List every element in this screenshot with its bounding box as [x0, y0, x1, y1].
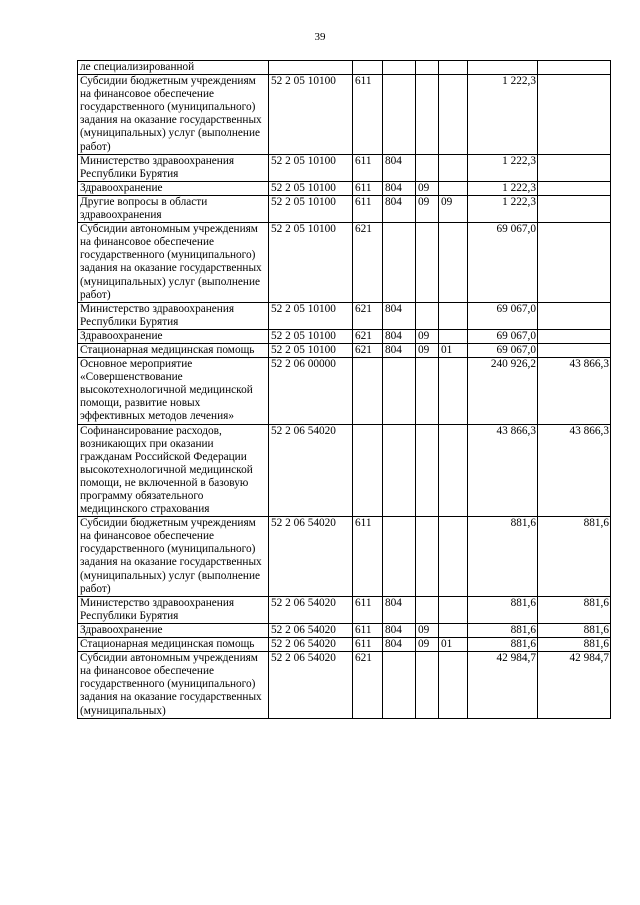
- row-grbs: 804: [383, 623, 416, 637]
- row-name: Здравоохранение: [78, 329, 269, 343]
- row-name: Здравоохранение: [78, 623, 269, 637]
- row-grbs: [383, 75, 416, 155]
- row-sum1: 69 067,0: [468, 329, 538, 343]
- row-pr: [439, 596, 468, 623]
- row-name: Софинансирование расходов, возникающих при оказании гражданам Российской Федерации высокотехнологичной медицинской помощи, не включенной в базовую программу обязательного медицинского страхования: [78, 424, 269, 517]
- row-grbs: 804: [383, 343, 416, 357]
- row-vr: 611: [353, 596, 383, 623]
- row-pr: [439, 358, 468, 424]
- row-sum1: [468, 61, 538, 75]
- row-pr: 01: [439, 343, 468, 357]
- table-row: [78, 358, 611, 424]
- row-csr: 52 2 05 10100: [269, 329, 353, 343]
- table-row: [78, 424, 611, 517]
- row-sum2: 43 866,3: [538, 358, 611, 424]
- row-name: Субсидии бюджетным учреждениям на финансовое обеспечение государственного (муниципального) задания на оказание государственных (муниципальных) услуг (выполнение работ): [78, 75, 269, 155]
- table-row: [78, 623, 611, 637]
- row-vr: [353, 358, 383, 424]
- row-grbs: 804: [383, 154, 416, 181]
- row-rz: 09: [416, 343, 439, 357]
- row-csr: 52 2 05 10100: [269, 343, 353, 357]
- row-sum2: 881,6: [538, 596, 611, 623]
- row-grbs: 804: [383, 638, 416, 652]
- table-row: [78, 61, 611, 75]
- row-rz: [416, 61, 439, 75]
- row-sum1: 1 222,3: [468, 75, 538, 155]
- table-row: [78, 302, 611, 329]
- row-csr: 52 2 05 10100: [269, 75, 353, 155]
- row-vr: 611: [353, 154, 383, 181]
- table-row: [78, 638, 611, 652]
- row-csr: 52 2 05 10100: [269, 181, 353, 195]
- table-row: [78, 596, 611, 623]
- row-name: Субсидии автономным учреждениям на финансовое обеспечение государственного (муниципального) задания на оказание государственных (муниципальных): [78, 652, 269, 718]
- row-name: Стационарная медицинская помощь: [78, 638, 269, 652]
- page-number: 39: [314, 31, 326, 43]
- row-pr: 09: [439, 195, 468, 222]
- row-name: Другие вопросы в области здравоохранения: [78, 195, 269, 222]
- row-vr: 611: [353, 75, 383, 155]
- row-csr: 52 2 06 54020: [269, 638, 353, 652]
- row-csr: 52 2 05 10100: [269, 223, 353, 303]
- row-sum1: 881,6: [468, 517, 538, 597]
- row-name: Основное мероприятие «Совершенствование высокотехнологичной медицинской помощи, развитие новых эффективных методов лечения»: [78, 358, 269, 424]
- row-grbs: 804: [383, 302, 416, 329]
- row-sum1: 240 926,2: [468, 358, 538, 424]
- row-sum1: 69 067,0: [468, 223, 538, 303]
- row-name: Министерство здравоохранения Республики Бурятия: [78, 596, 269, 623]
- row-sum1: 42 984,7: [468, 652, 538, 718]
- row-rz: [416, 302, 439, 329]
- row-rz: [416, 154, 439, 181]
- row-sum2: 43 866,3: [538, 424, 611, 517]
- row-pr: [439, 329, 468, 343]
- row-name: Здравоохранение: [78, 181, 269, 195]
- row-name: Министерство здравоохранения Республики Бурятия: [78, 302, 269, 329]
- row-sum2: 42 984,7: [538, 652, 611, 718]
- row-sum1: 1 222,3: [468, 181, 538, 195]
- row-vr: 621: [353, 343, 383, 357]
- row-sum2: [538, 329, 611, 343]
- row-name: Стационарная медицинская помощь: [78, 343, 269, 357]
- row-csr: 52 2 06 54020: [269, 517, 353, 597]
- row-rz: [416, 652, 439, 718]
- row-sum2: [538, 343, 611, 357]
- table-row: [78, 329, 611, 343]
- table-row: [78, 343, 611, 357]
- row-csr: 52 2 05 10100: [269, 302, 353, 329]
- row-csr: 52 2 05 10100: [269, 154, 353, 181]
- row-grbs: [383, 223, 416, 303]
- row-grbs: [383, 424, 416, 517]
- row-vr: 611: [353, 623, 383, 637]
- row-sum1: 69 067,0: [468, 302, 538, 329]
- row-rz: [416, 517, 439, 597]
- table-row: [78, 75, 611, 155]
- row-sum1: 881,6: [468, 596, 538, 623]
- row-pr: [439, 154, 468, 181]
- row-grbs: [383, 61, 416, 75]
- row-sum1: 1 222,3: [468, 154, 538, 181]
- row-grbs: 804: [383, 596, 416, 623]
- row-rz: [416, 223, 439, 303]
- row-pr: [439, 424, 468, 517]
- row-vr: 621: [353, 329, 383, 343]
- row-pr: [439, 61, 468, 75]
- row-sum2: [538, 154, 611, 181]
- row-grbs: [383, 652, 416, 718]
- row-grbs: [383, 358, 416, 424]
- row-rz: [416, 75, 439, 155]
- row-rz: 09: [416, 195, 439, 222]
- table-row: [78, 154, 611, 181]
- budget-table: [77, 60, 611, 719]
- row-rz: 09: [416, 623, 439, 637]
- row-pr: [439, 652, 468, 718]
- row-sum1: 881,6: [468, 638, 538, 652]
- row-rz: [416, 358, 439, 424]
- row-sum2: 881,6: [538, 623, 611, 637]
- row-csr: 52 2 05 10100: [269, 195, 353, 222]
- row-vr: 611: [353, 195, 383, 222]
- row-rz: [416, 424, 439, 517]
- row-sum2: [538, 75, 611, 155]
- row-csr: [269, 61, 353, 75]
- row-csr: 52 2 06 00000: [269, 358, 353, 424]
- row-name: Субсидии бюджетным учреждениям на финансовое обеспечение государственного (муниципального) задания на оказание государственных (муниципальных) услуг (выполнение работ): [78, 517, 269, 597]
- row-csr: 52 2 06 54020: [269, 424, 353, 517]
- row-vr: 621: [353, 652, 383, 718]
- table-row: [78, 517, 611, 597]
- row-grbs: [383, 517, 416, 597]
- row-sum2: 881,6: [538, 638, 611, 652]
- row-grbs: 804: [383, 329, 416, 343]
- row-rz: 09: [416, 329, 439, 343]
- row-rz: 09: [416, 181, 439, 195]
- row-pr: 01: [439, 638, 468, 652]
- row-sum1: 1 222,3: [468, 195, 538, 222]
- row-vr: [353, 61, 383, 75]
- row-vr: 621: [353, 302, 383, 329]
- row-sum2: [538, 223, 611, 303]
- row-sum2: [538, 195, 611, 222]
- table-row: [78, 223, 611, 303]
- row-name: Министерство здравоохранения Республики Бурятия: [78, 154, 269, 181]
- row-sum1: 43 866,3: [468, 424, 538, 517]
- row-grbs: 804: [383, 195, 416, 222]
- row-sum2: [538, 181, 611, 195]
- row-csr: 52 2 06 54020: [269, 596, 353, 623]
- table-body: [78, 61, 611, 719]
- row-pr: [439, 623, 468, 637]
- row-vr: 611: [353, 181, 383, 195]
- row-sum1: 881,6: [468, 623, 538, 637]
- row-csr: 52 2 06 54020: [269, 652, 353, 718]
- row-rz: 09: [416, 638, 439, 652]
- row-vr: 611: [353, 517, 383, 597]
- row-pr: [439, 223, 468, 303]
- row-sum1: 69 067,0: [468, 343, 538, 357]
- row-vr: [353, 424, 383, 517]
- row-pr: [439, 302, 468, 329]
- table-row: [78, 181, 611, 195]
- table-row: [78, 652, 611, 718]
- row-pr: [439, 181, 468, 195]
- row-pr: [439, 75, 468, 155]
- row-grbs: 804: [383, 181, 416, 195]
- row-vr: 611: [353, 638, 383, 652]
- row-csr: 52 2 06 54020: [269, 623, 353, 637]
- table-row: [78, 195, 611, 222]
- row-name: Субсидии автономным учреждениям на финансовое обеспечение государственного (муниципального) задания на оказание государственных (муниципальных) услуг (выполнение работ): [78, 223, 269, 303]
- row-sum2: [538, 302, 611, 329]
- row-name: ле специализированной: [78, 61, 269, 75]
- row-vr: 621: [353, 223, 383, 303]
- row-rz: [416, 596, 439, 623]
- row-pr: [439, 517, 468, 597]
- row-sum2: [538, 61, 611, 75]
- row-sum2: 881,6: [538, 517, 611, 597]
